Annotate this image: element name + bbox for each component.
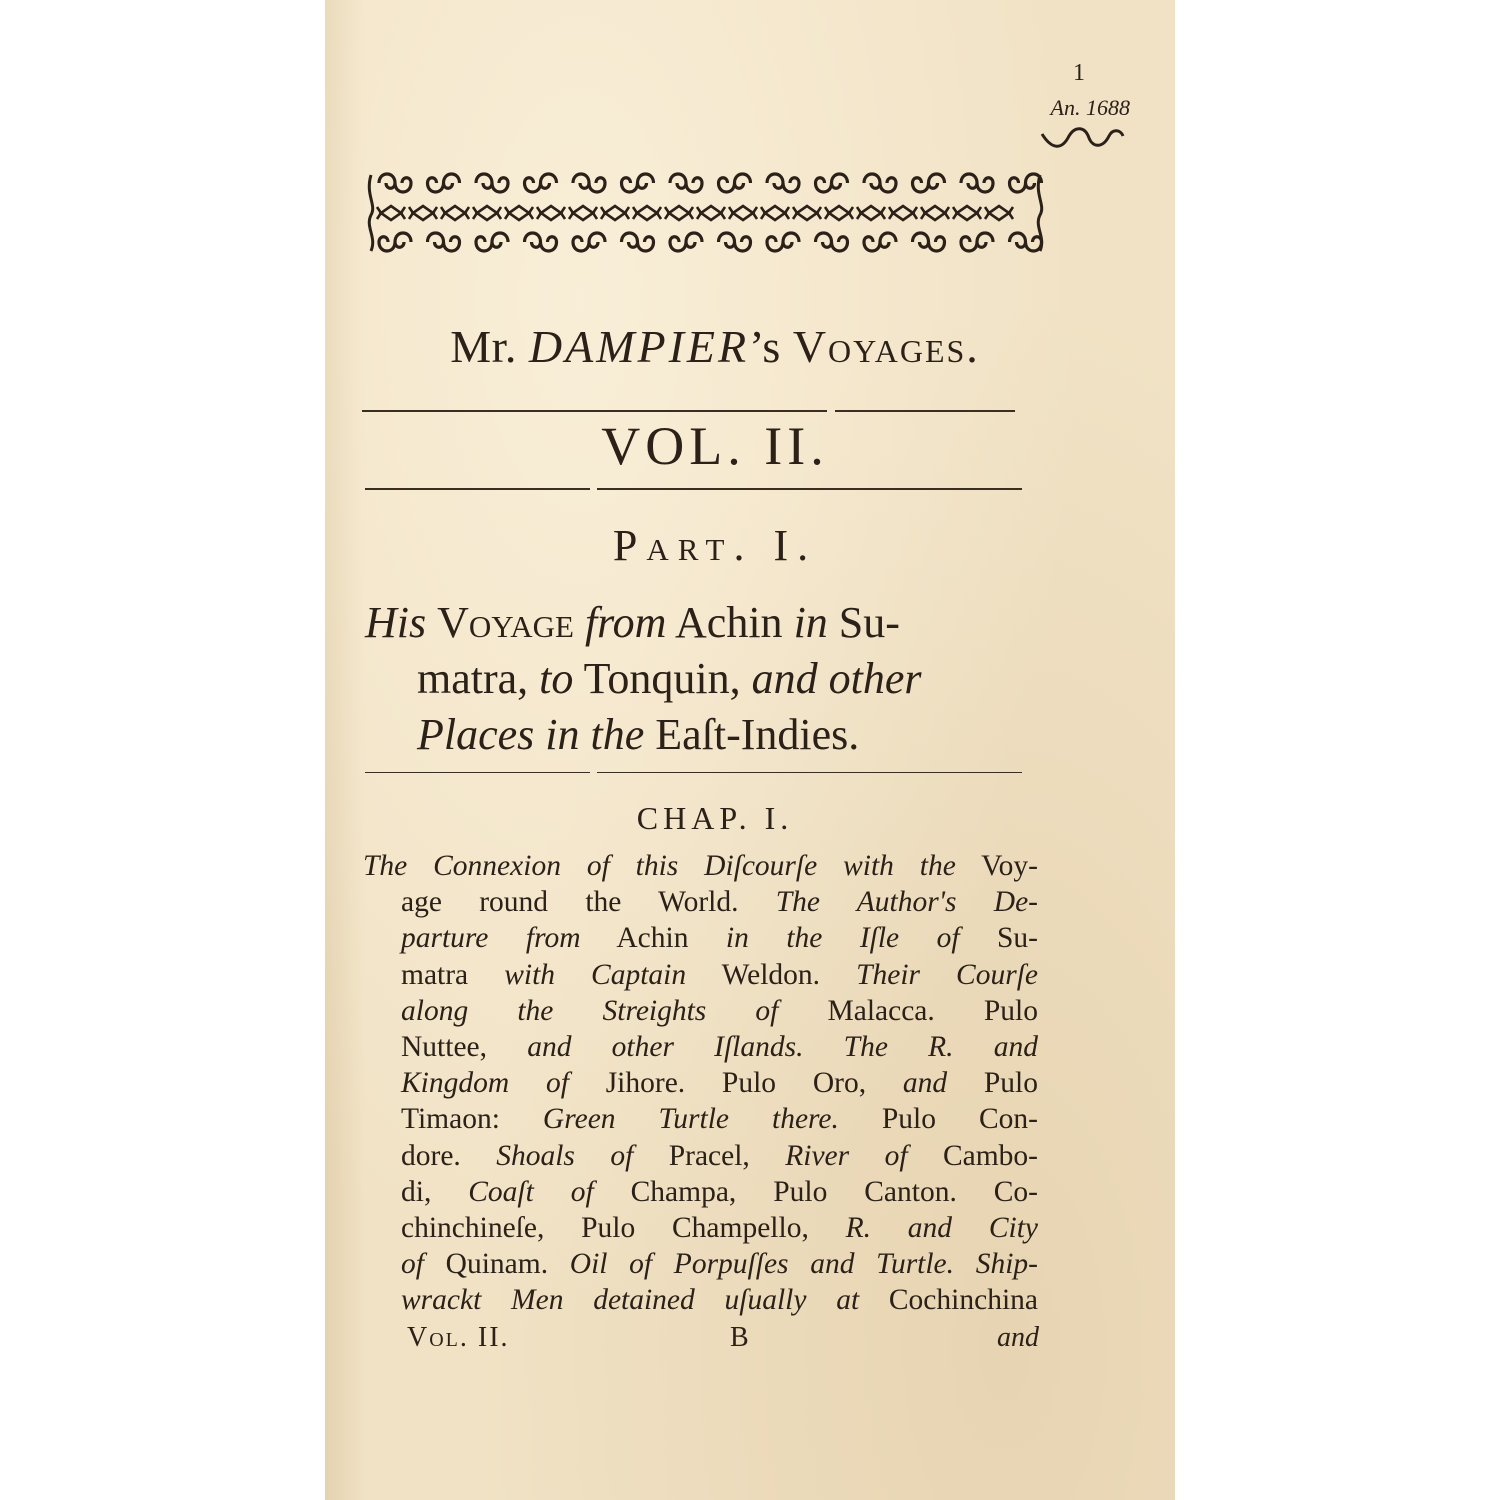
- subtitle-word: from: [584, 598, 667, 647]
- subtitle-line-3: [365, 707, 1070, 763]
- volume-signature: Vol. II.: [407, 1322, 510, 1353]
- title-name: DAMPIER: [528, 321, 750, 372]
- scroll-ornament: [864, 174, 896, 192]
- scroll-ornament: [816, 233, 848, 251]
- summary-line: [363, 1101, 1038, 1137]
- scroll-ornament: [476, 174, 508, 192]
- leaf-ornament: [953, 206, 981, 220]
- subtitle-word: in: [793, 598, 828, 647]
- rule-mid-left: [365, 488, 590, 490]
- summary-segment: and: [902, 1067, 948, 1100]
- leaf-ornament: [505, 206, 533, 220]
- summary-segment: Weldon.: [686, 958, 857, 991]
- leaf-ornament: [889, 206, 917, 220]
- subtitle-word: Places in the: [417, 710, 645, 759]
- summary-line: [363, 1174, 1038, 1210]
- summary-line: [363, 920, 1038, 956]
- leaf-ornament: [633, 206, 661, 220]
- summary-segment: matra: [401, 958, 505, 991]
- scroll-ornament: [428, 174, 460, 192]
- rule-mid-right: [597, 488, 1022, 490]
- catchword: and: [997, 1322, 1039, 1353]
- leaf-ornament: [729, 206, 757, 220]
- subtitle-word: His: [365, 598, 427, 647]
- summary-segment: Cambo-: [907, 1139, 1038, 1172]
- summary-segment: Pulo: [947, 1067, 1038, 1100]
- summary-segment: Quinam.: [423, 1248, 570, 1281]
- scroll-ornament: [622, 174, 654, 192]
- leaf-ornament: [761, 206, 789, 220]
- scroll-ornament: [379, 233, 411, 251]
- part-heading: Part. I.: [612, 521, 818, 570]
- summary-segment: Pracel,: [633, 1139, 786, 1172]
- rule-bottom-left: [365, 772, 590, 773]
- summary-line: [363, 993, 1038, 1029]
- leaf-ornament: [825, 206, 853, 220]
- scroll-ornament: [670, 233, 702, 251]
- summary-line: [363, 1065, 1038, 1101]
- leaf-ornament: [537, 206, 565, 220]
- scroll-ornament: [913, 233, 945, 251]
- summary-segment: parture from: [401, 922, 581, 955]
- page-number: 1: [1073, 60, 1085, 86]
- scroll-ornament: [913, 174, 945, 192]
- scroll-ornament: [525, 233, 557, 251]
- summary-segment: Their Courſe: [856, 958, 1039, 991]
- summary-segment: The Author's De-: [738, 886, 1038, 919]
- scroll-ornament: [428, 233, 460, 251]
- summary-line: [363, 1282, 1038, 1318]
- summary-segment: The Connexion of this Diſcourſe with the: [363, 850, 956, 882]
- scroll-ornament: [525, 174, 557, 192]
- summary-segment: Pulo Con-: [838, 1103, 1038, 1136]
- leaf-ornament: [985, 206, 1013, 220]
- summary-segment: River of: [785, 1139, 908, 1172]
- summary-segment: wrackt Men detained uſually at: [401, 1284, 860, 1317]
- subtitle-word: to: [539, 654, 574, 703]
- leaf-ornament: [569, 206, 597, 220]
- scroll-ornament: [622, 233, 654, 251]
- year-marginal-note: An. 1688: [1050, 95, 1130, 120]
- rule-top-left: [362, 410, 827, 412]
- volume-heading: VOL. II.: [601, 416, 829, 476]
- summary-segment: along the Streights of: [401, 994, 779, 1027]
- summary-segment: R. and City: [845, 1212, 1038, 1245]
- summary-segment: Su-: [959, 922, 1039, 955]
- scroll-ornament: [670, 174, 702, 192]
- title-voyages: Voyages.: [792, 321, 980, 372]
- scroll-ornament: [573, 233, 605, 251]
- summary-line: [363, 957, 1038, 993]
- summary-segment: Coaſt of: [468, 1175, 594, 1208]
- chapter-summary: [363, 848, 1038, 1319]
- subtitle-word: Su-: [838, 598, 900, 647]
- summary-line: [363, 884, 1038, 920]
- subtitle-word: matra,: [417, 654, 529, 703]
- summary-segment: in the Iſle of: [725, 922, 960, 955]
- leaf-ornament: [793, 206, 821, 220]
- scroll-ornament: [961, 233, 993, 251]
- summary-line: [363, 1210, 1038, 1246]
- leaf-ornament: [665, 206, 693, 220]
- summary-segment: chinchineſe, Pulo Champello,: [401, 1212, 846, 1245]
- summary-segment: of: [401, 1248, 424, 1281]
- page-footer: [325, 1322, 1175, 1362]
- summary-segment: Champa, Pulo Canton. Co-: [593, 1175, 1038, 1208]
- scroll-ornament: [476, 233, 508, 251]
- leaf-ornament: [441, 206, 469, 220]
- leaf-ornament: [409, 206, 437, 220]
- summary-segment: with Captain: [504, 958, 687, 991]
- summary-segment: age round the World.: [401, 886, 739, 919]
- leaf-ornament: [601, 206, 629, 220]
- bracket-ornament: [369, 175, 372, 251]
- summary-segment: Timaon:: [401, 1103, 543, 1136]
- book-title: [365, 320, 1065, 373]
- summary-segment: di,: [401, 1175, 469, 1208]
- scroll-ornament: [1010, 174, 1042, 192]
- leaf-ornament: [921, 206, 949, 220]
- leaf-ornament: [473, 206, 501, 220]
- scroll-ornament: [719, 233, 751, 251]
- signature-mark: B: [730, 1322, 749, 1353]
- scroll-ornament: [864, 233, 896, 251]
- flourish-ornament: [1037, 122, 1127, 152]
- scroll-ornament: [767, 233, 799, 251]
- title-prefix: Mr.: [450, 321, 517, 372]
- book-page: [325, 0, 1175, 1500]
- leaf-ornament: [857, 206, 885, 220]
- summary-segment: Kingdom of: [401, 1067, 569, 1100]
- title-suffix: ’s: [749, 321, 781, 372]
- summary-segment: Achin: [580, 922, 726, 955]
- scroll-ornament: [767, 174, 799, 192]
- summary-line: [363, 1029, 1038, 1065]
- part-subtitle: [365, 595, 1070, 763]
- summary-segment: Malacca. Pulo: [778, 994, 1039, 1027]
- leaf-ornament: [377, 206, 405, 220]
- summary-segment: Cochinchina: [859, 1284, 1038, 1317]
- subtitle-word: Tonquin,: [583, 654, 741, 703]
- scroll-ornament: [379, 174, 411, 192]
- scroll-ornament: [719, 174, 751, 192]
- summary-segment: Jihore. Pulo Oro,: [568, 1067, 903, 1100]
- summary-segment: Shoals of: [496, 1139, 634, 1172]
- summary-segment: Nuttee,: [401, 1031, 528, 1064]
- subtitle-word: and other: [751, 654, 922, 703]
- rule-bottom-right: [597, 772, 1022, 773]
- scroll-ornament: [816, 174, 848, 192]
- summary-line: [363, 1138, 1038, 1174]
- summary-segment: Green Turtle there.: [542, 1103, 839, 1136]
- headpiece-ornament: [363, 165, 1048, 260]
- leaf-ornament: [697, 206, 725, 220]
- scroll-ornament: [1010, 233, 1042, 251]
- summary-line: [363, 1246, 1038, 1282]
- subtitle-line-1: [365, 595, 1070, 651]
- subtitle-word: Achin: [675, 598, 783, 647]
- scroll-ornament: [573, 174, 605, 192]
- subtitle-line-2: [365, 651, 1070, 707]
- subtitle-word: Eaſt-Indies.: [655, 710, 860, 759]
- summary-segment: and other Iſlands. The R. and: [527, 1031, 1038, 1064]
- rule-top-right: [835, 410, 1015, 412]
- summary-line: [363, 848, 1038, 884]
- summary-segment: Oil of Porpuſſes and Turtle. Ship-: [569, 1248, 1038, 1281]
- subtitle-word: Voyage: [437, 598, 574, 647]
- chapter-heading: CHAP. I.: [636, 800, 794, 836]
- summary-segment: Voy-: [955, 850, 1038, 882]
- summary-segment: dore.: [401, 1139, 497, 1172]
- scroll-ornament: [961, 174, 993, 192]
